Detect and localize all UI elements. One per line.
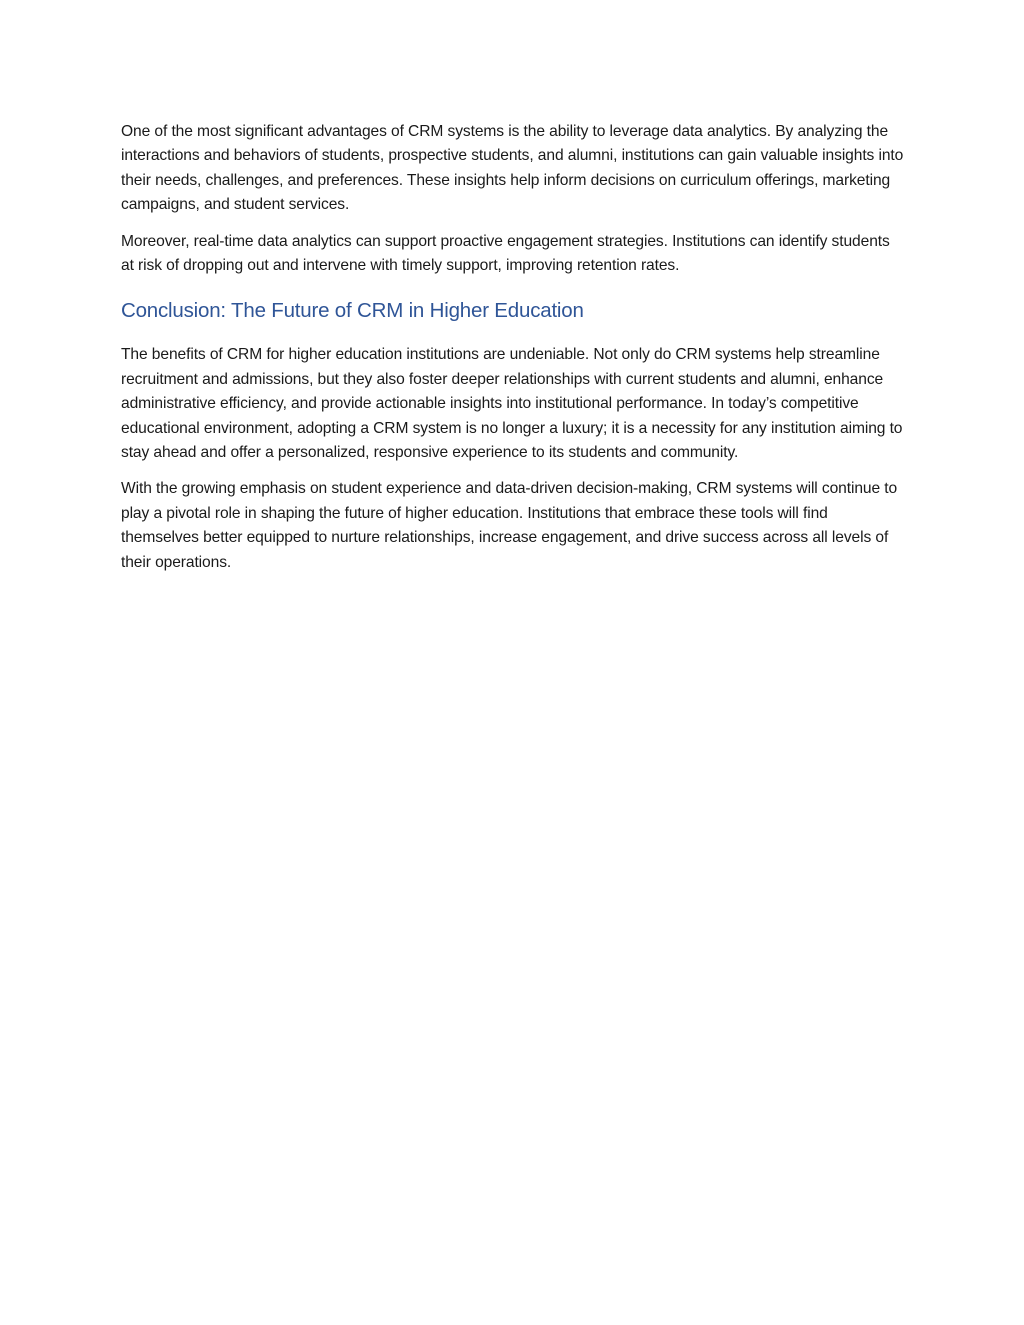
paragraph-real-time-analytics: Moreover, real-time data analytics can support proactive engagement strategies. Institutions can identify students at risk of dropping out and intervene with timely support, improving retention rates. xyxy=(121,232,890,275)
paragraph-crm-benefits: The benefits of CRM for higher education institutions are undeniable. Not only do CRM systems help streamline recruitment and admissions, but they also foster deeper relationships with current students and alumni, enhance administrative efficiency, and provide actionable insights into institutional performance. In today’s competitive educational environment, adopting a CRM system is no longer a luxury; it is a necessity for any institution aiming to stay ahead and offer a personalized, responsive experience to its students and community. xyxy=(121,346,903,462)
document-body xyxy=(121,120,906,587)
paragraph-future-outlook: With the growing emphasis on student experience and data-driven decision-making, CRM systems will continue to play a pivotal role in shaping the future of higher education. Institutions that embrace these tools will find themselves better equipped to nurture relationships, increase engagement, and drive success across all levels of their operations. xyxy=(121,480,898,571)
section-heading-conclusion: Conclusion: The Future of CRM in Higher Education xyxy=(121,299,584,323)
paragraph-data-analytics: One of the most significant advantages of CRM systems is the ability to leverage data analytics. By analyzing the interactions and behaviors of students, prospective students, and alumni, institutions can gain valuable insights into their needs, challenges, and preferences. These insights help inform decisions on curriculum offerings, marketing campaigns, and student services. xyxy=(121,123,904,214)
